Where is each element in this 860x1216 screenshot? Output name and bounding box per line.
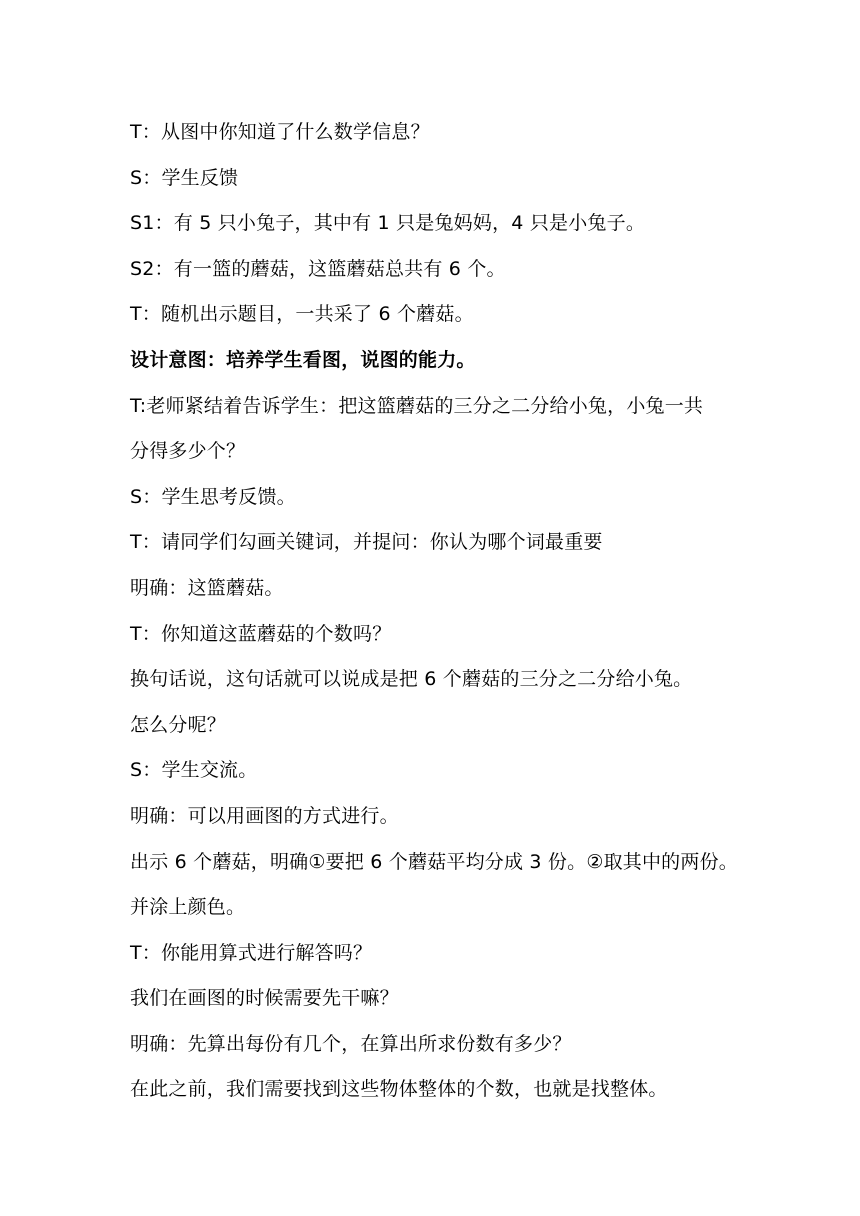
text-line: T：随机出示题目，一共采了 6 个蘑菇。 (130, 303, 474, 326)
text-line: S：学生交流。 (130, 759, 258, 782)
text-line: T：从图中你知道了什么数学信息？ (130, 121, 430, 143)
text-line: 明确：这篮蘑菇。 (130, 576, 284, 599)
text-line: 出示 6 个蘑菇，明确①要把 6 个蘑菇平均分成 3 份。②取其中的两份。 (130, 850, 738, 873)
text-line: T：你能用算式进行解答吗？ (130, 941, 373, 964)
text-line: S：学生思考反馈。 (130, 485, 296, 508)
text-line: 我们在画图的时候需要先干嘛？ (130, 987, 399, 1010)
document-page (130, 110, 750, 1113)
text-line: T:老师紧结着告诉学生：把这篮蘑菇的三分之二分给小兔，小兔一共 (130, 394, 704, 417)
text-line: S2：有一篮的蘑菇，这篮蘑菇总共有 6 个。 (130, 257, 506, 280)
text-line: 明确：可以用画图的方式进行。 (130, 804, 399, 827)
text-line: T：你知道这蓝蘑菇的个数吗？ (130, 622, 392, 645)
text-line: T：请同学们勾画关键词，并提问：你认为哪个词最重要 (130, 531, 603, 554)
text-line: 怎么分呢？ (130, 713, 227, 736)
text-line: 分得多少个？ (130, 440, 246, 463)
text-line: 换句话说，这句话就可以说成是把 6 个蘑菇的三分之二分给小兔。 (130, 668, 693, 691)
text-line: 并涂上颜色。 (130, 896, 246, 919)
text-line: 明确：先算出每份有几个，在算出所求份数有多少？ (130, 1032, 572, 1055)
text-line: S1：有 5 只小兔子，其中有 1 只是兔妈妈，4 只是小兔子。 (130, 212, 646, 235)
text-line: 在此之前，我们需要找到这些物体整体的个数，也就是找整体。 (130, 1078, 668, 1101)
text-line: S：学生反馈 (130, 166, 239, 189)
design-intent-heading: 设计意图：培养学生看图，说图的能力。 (130, 348, 476, 371)
